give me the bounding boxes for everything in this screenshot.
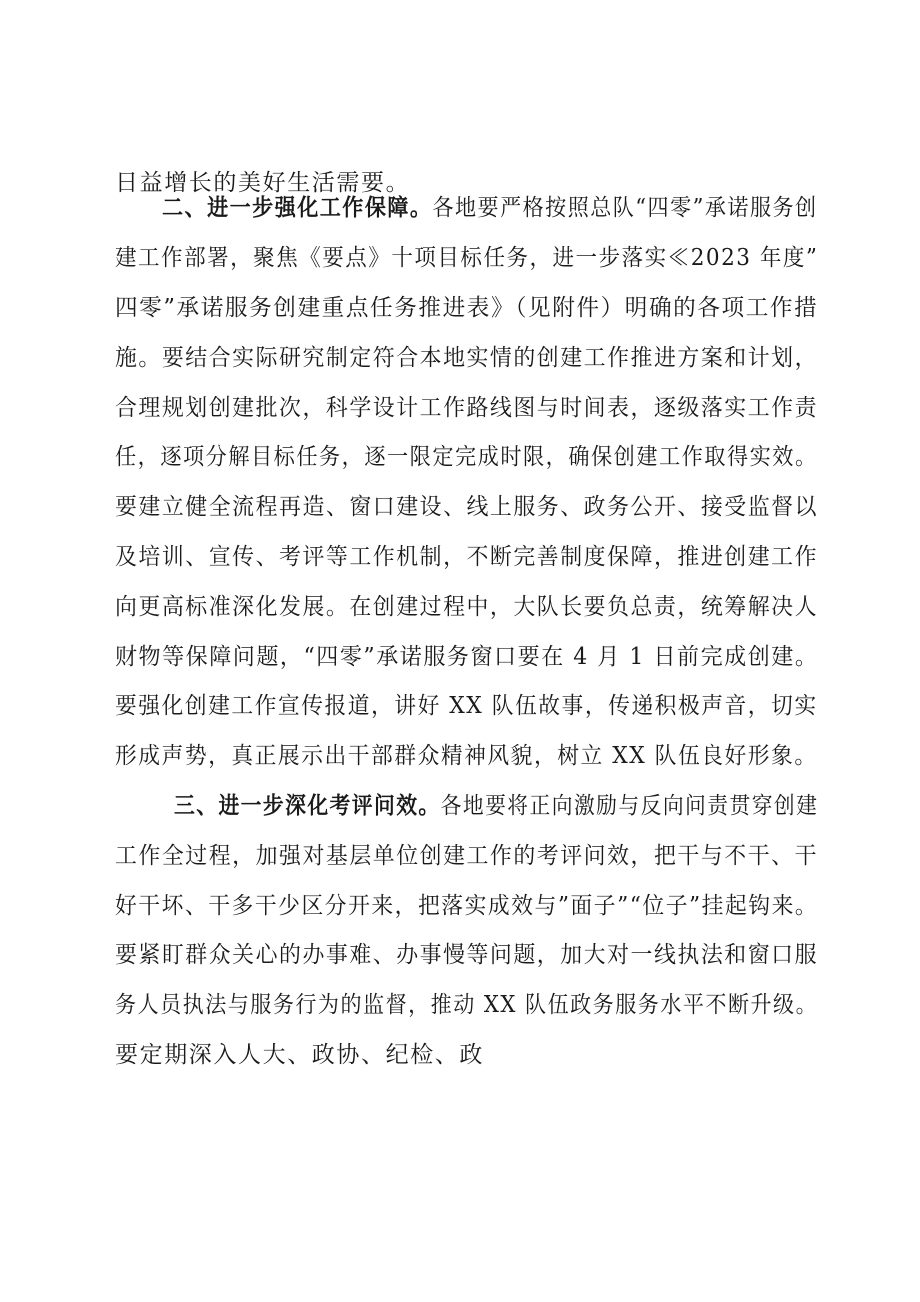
body-line: 要强化创建工作宣传报道，讲好 XX 队伍故事，传递积极声音，切实 bbox=[115, 693, 818, 719]
section2-first-line-text: 各地要严格按照总队“四零”承诺服务创 bbox=[432, 195, 818, 221]
body-line: 工作全过程，加强对基层单位创建工作的考评问效，把干与不干、干 bbox=[115, 843, 818, 869]
section3-first-line bbox=[174, 786, 818, 826]
body-line: 要紧盯群众关心的办事难、办事慢等问题，加大对一线执法和窗口服 bbox=[115, 942, 818, 968]
body-line: 好干坏、干多干少区分开来，把落实成效与”面子”“位子”挂起钩来。 bbox=[115, 893, 819, 919]
body-line: 任，逐项分解目标任务，逐一限定完成时限，确保创建工作取得实效。 bbox=[115, 444, 818, 470]
section2-heading: 二、进一步强化工作保障。 bbox=[162, 195, 433, 221]
section2-first-line bbox=[162, 188, 818, 228]
body-line: 要定期深入人大、政协、纪检、政 bbox=[115, 1042, 484, 1068]
body-line: 合理规划创建批次，科学设计工作路线图与时间表，逐级落实工作责 bbox=[115, 395, 818, 421]
body-line: 财物等保障问题，“四零”承诺服务窗口要在 4 月 1 日前完成创建。 bbox=[115, 644, 819, 670]
body-line: 形成声势，真正展示出干部群众精神风貌，树立 XX 队伍良好形象。 bbox=[115, 743, 818, 769]
paragraph-fragment: 日益增长的美好生活需要。 bbox=[115, 170, 411, 196]
body-line: 建工作部署，聚焦《要点》十项目标任务，进一步落实≪2023 年度” bbox=[115, 245, 819, 271]
section3-first-line-text: 各地要将正向激励与反向问责贯穿创建 bbox=[440, 793, 819, 819]
section3-heading: 三、进一步深化考评问效。 bbox=[174, 793, 441, 819]
body-line: 向更高标准深化发展。在创建过程中，大队长要负总责，统筹解决人 bbox=[115, 594, 818, 620]
body-line: 施。要结合实际研究制定符合本地实情的创建工作推进方案和计划， bbox=[115, 345, 818, 371]
body-line: 四零”承诺服务创建重点任务推进表》（见附件）明确的各项工作措 bbox=[115, 295, 819, 321]
body-line: 务人员执法与服务行为的监督，推动 XX 队伍政务服务水平不断升级。 bbox=[115, 992, 819, 1018]
body-line: 及培训、宣传、考评等工作机制，不断完善制度保障，推进创建工作 bbox=[115, 544, 818, 570]
body-line: 要建立健全流程再造、窗口建设、线上服务、政务公开、接受监督以 bbox=[115, 494, 818, 520]
